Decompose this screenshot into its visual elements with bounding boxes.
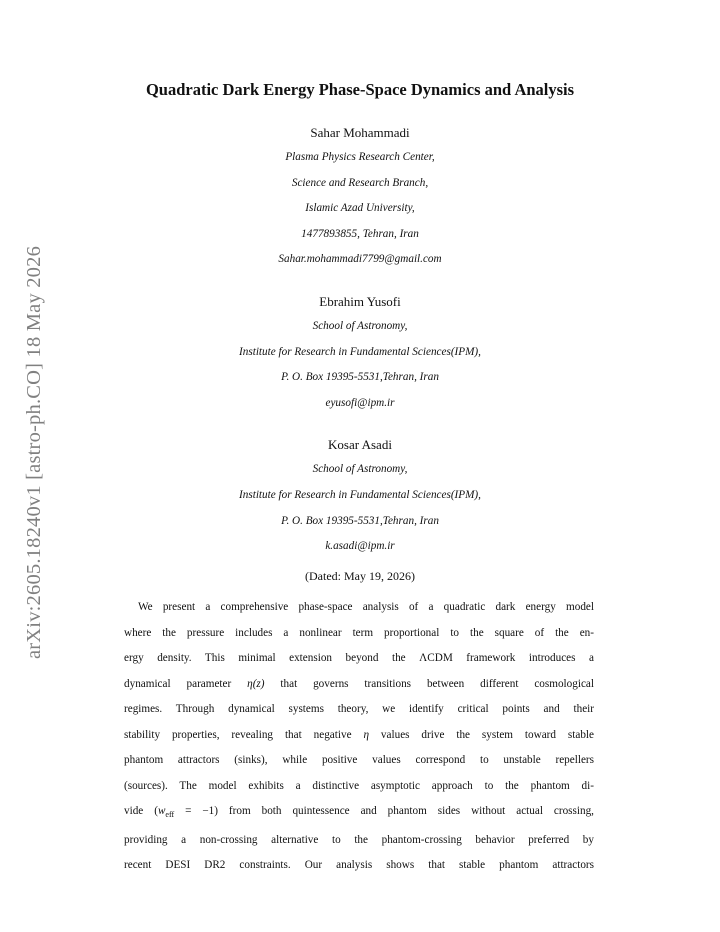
author-affiliation-line: 1477893855, Tehran, Iran bbox=[301, 227, 419, 240]
abstract-line: providing a non-crossing alternative to the phantom-crossing behavior preferred by bbox=[124, 833, 594, 846]
author-block bbox=[60, 432, 660, 559]
abstract-text: ΛCDM framework introduces a bbox=[419, 652, 594, 664]
abstract-line: phantom attractors (sinks), while positive values correspond to unstable repellers bbox=[124, 754, 594, 766]
author-affiliation-line: Institute for Research in Fundamental Sciences(IPM), bbox=[239, 345, 481, 358]
abstract-text: vide ( bbox=[124, 805, 158, 817]
author-affiliation-line: Institute for Research in Fundamental Sciences(IPM), bbox=[239, 488, 481, 501]
author-affiliation-line: Science and Research Branch, bbox=[291, 176, 429, 189]
author-affiliation-line: Islamic Azad University, bbox=[305, 202, 415, 215]
math-eta-z: η(z) bbox=[247, 677, 265, 690]
author-email: Sahar.mohammadi7799@gmail.com bbox=[278, 253, 442, 266]
author-block bbox=[60, 120, 660, 273]
author-name: Ebrahim Yusofi bbox=[319, 293, 401, 309]
author-affiliation-line: School of Astronomy, bbox=[312, 463, 408, 476]
author-email: eyusofi@ipm.ir bbox=[325, 396, 395, 409]
abstract-text: ergy density. This minimal extension beyond the bbox=[124, 652, 420, 664]
author-affiliation-line: P. O. Box 19395-5531,Tehran, Iran bbox=[281, 514, 439, 527]
abstract-text: that governs transitions between different cosmological bbox=[264, 677, 594, 690]
math-w: w bbox=[157, 805, 166, 817]
author-name: Sahar Mohammadi bbox=[310, 125, 410, 140]
dated-line: (Dated: May 19, 2026) bbox=[305, 569, 415, 583]
abstract-text: stability properties, revealing that negative bbox=[124, 728, 364, 741]
abstract-line bbox=[124, 799, 594, 828]
author-name: Kosar Asadi bbox=[328, 437, 392, 453]
arxiv-identifier bbox=[20, 228, 50, 676]
arxiv-identifier-text: arXiv:2605.18240v1 [astro-ph.CO] 18 May 2026 bbox=[23, 245, 46, 659]
abstract-line: We present a comprehensive phase-space analysis of a quadratic dark energy model bbox=[138, 601, 594, 613]
author-email: k.asadi@ipm.ir bbox=[325, 540, 395, 553]
abstract-line bbox=[124, 672, 594, 698]
abstract bbox=[124, 595, 594, 879]
author-list bbox=[60, 120, 660, 576]
math-subscript-eff: eff bbox=[165, 810, 175, 820]
abstract-text: values drive the system toward stable bbox=[369, 728, 594, 741]
abstract-text: dynamical parameter bbox=[124, 677, 248, 690]
abstract-line bbox=[124, 723, 594, 749]
author-affiliation-line: School of Astronomy, bbox=[312, 319, 408, 332]
paper-title: Quadratic Dark Energy Phase-Space Dynamics and Analysis bbox=[145, 80, 575, 99]
abstract-line: where the pressure includes a nonlinear term proportional to the square of the en- bbox=[124, 626, 594, 639]
author-block bbox=[60, 289, 660, 416]
abstract-line bbox=[124, 646, 594, 672]
author-affiliation-line: Plasma Physics Research Center, bbox=[285, 151, 435, 163]
abstract-line: regimes. Through dynamical systems theory, we identify critical points and their bbox=[124, 703, 594, 715]
abstract-line: recent DESI DR2 constraints. Our analysis shows that stable phantom attractors bbox=[124, 859, 594, 872]
math-eta: η bbox=[363, 728, 370, 741]
abstract-text: = −1) from both quintessence and phantom sides without actual crossing, bbox=[174, 805, 594, 817]
abstract-line: (sources). The model exhibits a distinctive asymptotic approach to the phantom di- bbox=[124, 779, 594, 792]
author-affiliation-line: P. O. Box 19395-5531,Tehran, Iran bbox=[281, 371, 439, 384]
